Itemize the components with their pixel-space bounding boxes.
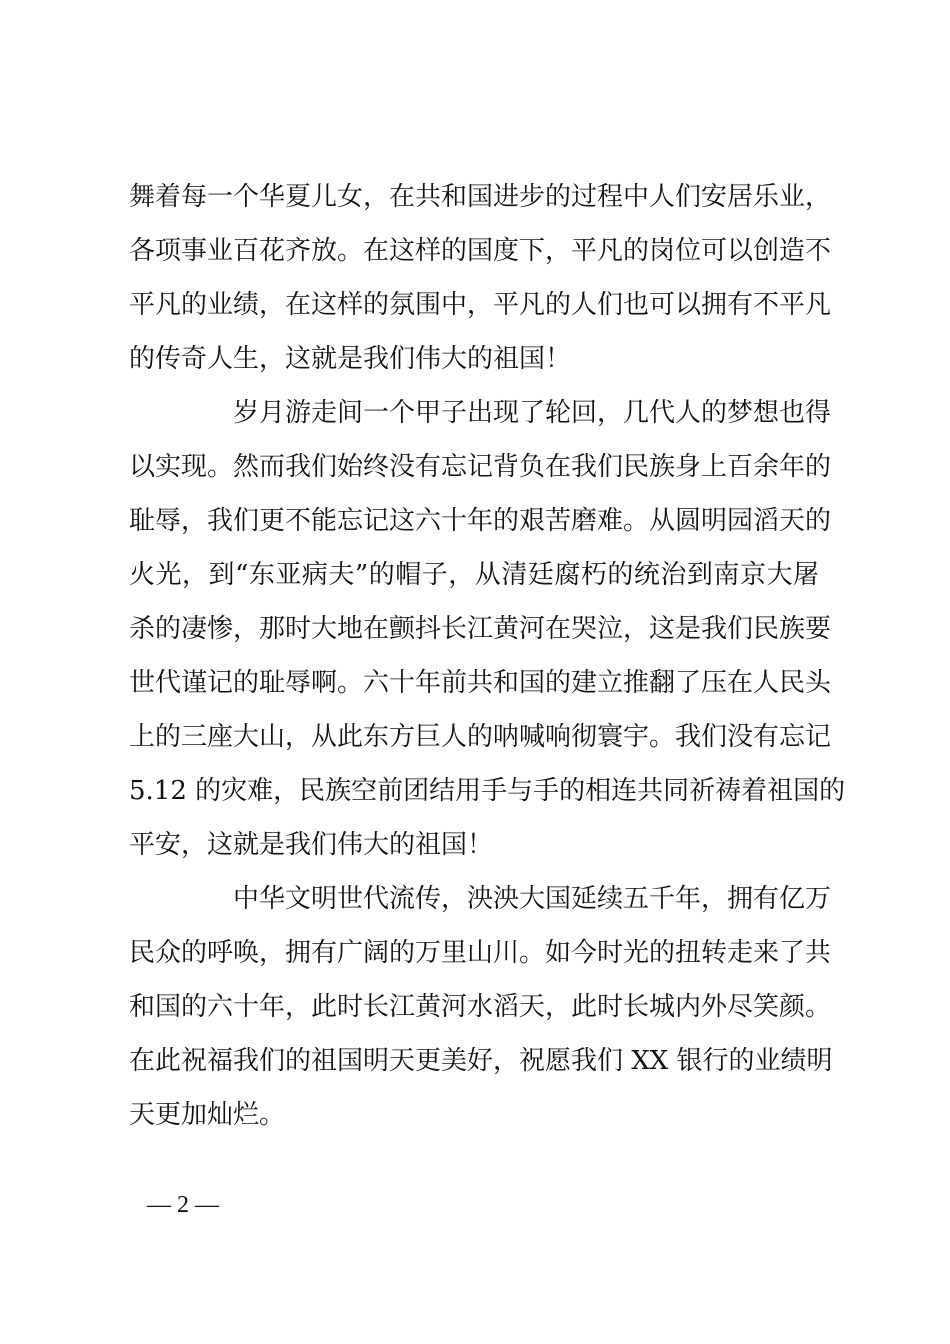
text-line: 在此祝福我们的祖国明天更美好，祝愿我们 XX 银行的业绩明 [129, 1046, 833, 1076]
text-line: 中华文明世代流传，泱泱大国延续五千年，拥有亿万 [233, 884, 832, 914]
text-line: 平安，这就是我们伟大的祖国！ [129, 830, 494, 860]
body-text [129, 170, 846, 1142]
text-line: 天更加灿烂。 [129, 1100, 286, 1130]
text-line: 各项事业百花齐放。在这样的国度下，平凡的岗位可以创造不 [129, 236, 832, 266]
text-line: 岁月游走间一个甲子出现了轮回，几代人的梦想也得 [233, 398, 832, 428]
text-line: 上的三座大山，从此东方巨人的呐喊响彻寰宇。我们没有忘记 [129, 722, 832, 752]
text-line: 平凡的业绩，在这样的氛围中，平凡的人们也可以拥有不平凡 [129, 290, 832, 320]
paragraph-3 [129, 872, 833, 1142]
text-line: 和国的六十年，此时长江黄河水滔天，此时长城内外尽笑颜。 [129, 992, 832, 1022]
text-line: 5.12 的灾难，民族空前团结用手与手的相连共同祈祷着祖国的 [129, 776, 846, 806]
text-line: 世代谨记的耻辱啊。六十年前共和国的建立推翻了压在人民头 [129, 668, 832, 698]
paragraph-1 [129, 170, 832, 386]
text-line: 杀的凄惨，那时大地在颤抖长江黄河在哭泣，这是我们民族要 [129, 614, 832, 644]
text-line: 耻辱，我们更不能忘记这六十年的艰苦磨难。从圆明园滔天的 [129, 506, 832, 536]
page-number: — 2 — [147, 1192, 219, 1218]
text-line: 舞着每一个华夏儿女，在共和国进步的过程中人们安居乐业， [129, 182, 832, 212]
text-line: 以实现。然而我们始终没有忘记背负在我们民族身上百余年的 [129, 452, 832, 482]
text-line: 民众的呼唤，拥有广阔的万里山川。如今时光的扭转走来了共 [129, 938, 832, 968]
text-line: 火光，到“东亚病夫”的帽子，从清廷腐朽的统治到南京大屠 [129, 560, 819, 590]
text-line: 的传奇人生，这就是我们伟大的祖国！ [129, 344, 572, 374]
paragraph-2 [129, 386, 846, 872]
